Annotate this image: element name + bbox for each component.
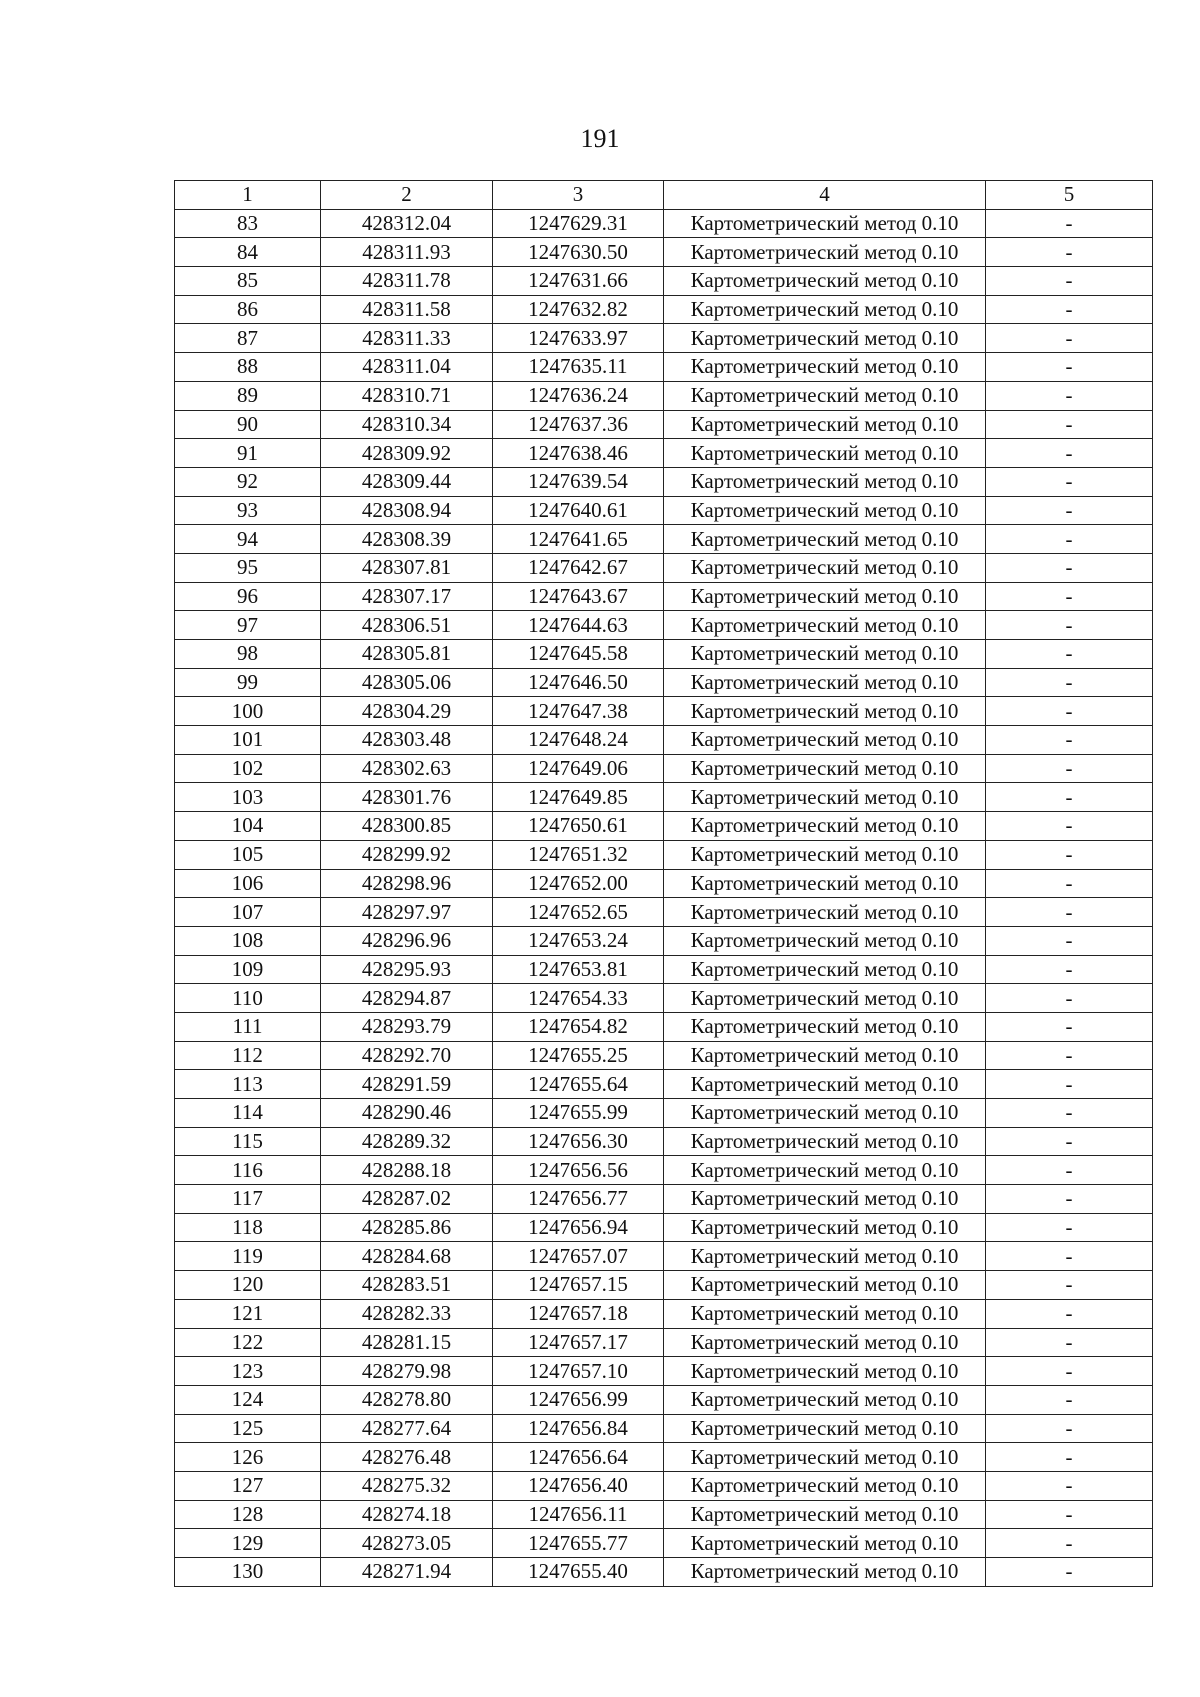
y-coordinate-cell: 1247657.18 bbox=[493, 1299, 664, 1328]
method-cell: Картометрический метод 0.10 bbox=[664, 1041, 986, 1070]
x-coordinate-cell: 428309.92 bbox=[321, 439, 493, 468]
method-cell: Картометрический метод 0.10 bbox=[664, 553, 986, 582]
x-coordinate-cell: 428307.17 bbox=[321, 582, 493, 611]
description-cell: - bbox=[986, 1500, 1153, 1529]
point-number-cell: 103 bbox=[175, 783, 321, 812]
method-cell: Картометрический метод 0.10 bbox=[664, 1213, 986, 1242]
description-cell: - bbox=[986, 1012, 1153, 1041]
method-cell: Картометрический метод 0.10 bbox=[664, 238, 986, 267]
method-cell: Картометрический метод 0.10 bbox=[664, 1414, 986, 1443]
description-cell: - bbox=[986, 783, 1153, 812]
point-number-cell: 108 bbox=[175, 926, 321, 955]
description-cell: - bbox=[986, 611, 1153, 640]
table-row bbox=[175, 611, 1153, 640]
x-coordinate-cell: 428290.46 bbox=[321, 1099, 493, 1128]
x-coordinate-cell: 428311.04 bbox=[321, 353, 493, 382]
x-coordinate-cell: 428301.76 bbox=[321, 783, 493, 812]
point-number-cell: 125 bbox=[175, 1414, 321, 1443]
table-row bbox=[175, 1185, 1153, 1214]
y-coordinate-cell: 1247642.67 bbox=[493, 553, 664, 582]
point-number-cell: 123 bbox=[175, 1357, 321, 1386]
point-number-cell: 100 bbox=[175, 697, 321, 726]
method-cell: Картометрический метод 0.10 bbox=[664, 1500, 986, 1529]
table-row bbox=[175, 1099, 1153, 1128]
method-cell: Картометрический метод 0.10 bbox=[664, 324, 986, 353]
method-cell: Картометрический метод 0.10 bbox=[664, 1185, 986, 1214]
description-cell: - bbox=[986, 1041, 1153, 1070]
method-cell: Картометрический метод 0.10 bbox=[664, 640, 986, 669]
description-cell: - bbox=[986, 1529, 1153, 1558]
point-number-cell: 93 bbox=[175, 496, 321, 525]
table-row bbox=[175, 840, 1153, 869]
table-row bbox=[175, 1041, 1153, 1070]
point-number-cell: 98 bbox=[175, 640, 321, 669]
method-cell: Картометрический метод 0.10 bbox=[664, 410, 986, 439]
column-header: 4 bbox=[664, 181, 986, 210]
y-coordinate-cell: 1247656.11 bbox=[493, 1500, 664, 1529]
method-cell: Картометрический метод 0.10 bbox=[664, 1471, 986, 1500]
description-cell: - bbox=[986, 267, 1153, 296]
y-coordinate-cell: 1247656.56 bbox=[493, 1156, 664, 1185]
description-cell: - bbox=[986, 726, 1153, 755]
method-cell: Картометрический метод 0.10 bbox=[664, 1443, 986, 1472]
method-cell: Картометрический метод 0.10 bbox=[664, 439, 986, 468]
point-number-cell: 85 bbox=[175, 267, 321, 296]
method-cell: Картометрический метод 0.10 bbox=[664, 812, 986, 841]
y-coordinate-cell: 1247652.65 bbox=[493, 898, 664, 927]
description-cell: - bbox=[986, 1558, 1153, 1587]
y-coordinate-cell: 1247648.24 bbox=[493, 726, 664, 755]
x-coordinate-cell: 428275.32 bbox=[321, 1471, 493, 1500]
table-row bbox=[175, 1558, 1153, 1587]
point-number-cell: 88 bbox=[175, 353, 321, 382]
point-number-cell: 121 bbox=[175, 1299, 321, 1328]
description-cell: - bbox=[986, 1099, 1153, 1128]
method-cell: Картометрический метод 0.10 bbox=[664, 840, 986, 869]
table-row bbox=[175, 926, 1153, 955]
method-cell: Картометрический метод 0.10 bbox=[664, 1242, 986, 1271]
x-coordinate-cell: 428291.59 bbox=[321, 1070, 493, 1099]
x-coordinate-cell: 428311.33 bbox=[321, 324, 493, 353]
method-cell: Картометрический метод 0.10 bbox=[664, 1099, 986, 1128]
method-cell: Картометрический метод 0.10 bbox=[664, 209, 986, 238]
y-coordinate-cell: 1247651.32 bbox=[493, 840, 664, 869]
method-cell: Картометрический метод 0.10 bbox=[664, 869, 986, 898]
description-cell: - bbox=[986, 640, 1153, 669]
description-cell: - bbox=[986, 238, 1153, 267]
description-cell: - bbox=[986, 1242, 1153, 1271]
y-coordinate-cell: 1247641.65 bbox=[493, 525, 664, 554]
y-coordinate-cell: 1247656.77 bbox=[493, 1185, 664, 1214]
point-number-cell: 89 bbox=[175, 381, 321, 410]
table-row bbox=[175, 1070, 1153, 1099]
point-number-cell: 105 bbox=[175, 840, 321, 869]
y-coordinate-cell: 1247655.77 bbox=[493, 1529, 664, 1558]
point-number-cell: 115 bbox=[175, 1127, 321, 1156]
table-row bbox=[175, 267, 1153, 296]
y-coordinate-cell: 1247640.61 bbox=[493, 496, 664, 525]
x-coordinate-cell: 428310.71 bbox=[321, 381, 493, 410]
point-number-cell: 113 bbox=[175, 1070, 321, 1099]
y-coordinate-cell: 1247652.00 bbox=[493, 869, 664, 898]
y-coordinate-cell: 1247632.82 bbox=[493, 295, 664, 324]
x-coordinate-cell: 428281.15 bbox=[321, 1328, 493, 1357]
y-coordinate-cell: 1247655.99 bbox=[493, 1099, 664, 1128]
y-coordinate-cell: 1247631.66 bbox=[493, 267, 664, 296]
table-row bbox=[175, 783, 1153, 812]
method-cell: Картометрический метод 0.10 bbox=[664, 1299, 986, 1328]
x-coordinate-cell: 428311.93 bbox=[321, 238, 493, 267]
description-cell: - bbox=[986, 553, 1153, 582]
description-cell: - bbox=[986, 1156, 1153, 1185]
table-row bbox=[175, 984, 1153, 1013]
x-coordinate-cell: 428271.94 bbox=[321, 1558, 493, 1587]
x-coordinate-cell: 428305.06 bbox=[321, 668, 493, 697]
x-coordinate-cell: 428308.39 bbox=[321, 525, 493, 554]
x-coordinate-cell: 428312.04 bbox=[321, 209, 493, 238]
description-cell: - bbox=[986, 1299, 1153, 1328]
description-cell: - bbox=[986, 525, 1153, 554]
description-cell: - bbox=[986, 209, 1153, 238]
y-coordinate-cell: 1247657.15 bbox=[493, 1271, 664, 1300]
point-number-cell: 99 bbox=[175, 668, 321, 697]
x-coordinate-cell: 428311.78 bbox=[321, 267, 493, 296]
point-number-cell: 101 bbox=[175, 726, 321, 755]
y-coordinate-cell: 1247656.40 bbox=[493, 1471, 664, 1500]
x-coordinate-cell: 428279.98 bbox=[321, 1357, 493, 1386]
method-cell: Картометрический метод 0.10 bbox=[664, 926, 986, 955]
table-row bbox=[175, 353, 1153, 382]
point-number-cell: 126 bbox=[175, 1443, 321, 1472]
point-number-cell: 119 bbox=[175, 1242, 321, 1271]
point-number-cell: 90 bbox=[175, 410, 321, 439]
point-number-cell: 91 bbox=[175, 439, 321, 468]
table-row bbox=[175, 668, 1153, 697]
y-coordinate-cell: 1247638.46 bbox=[493, 439, 664, 468]
y-coordinate-cell: 1247655.25 bbox=[493, 1041, 664, 1070]
method-cell: Картометрический метод 0.10 bbox=[664, 697, 986, 726]
table-row bbox=[175, 1271, 1153, 1300]
y-coordinate-cell: 1247637.36 bbox=[493, 410, 664, 439]
method-cell: Картометрический метод 0.10 bbox=[664, 726, 986, 755]
point-number-cell: 130 bbox=[175, 1558, 321, 1587]
table-row bbox=[175, 640, 1153, 669]
point-number-cell: 122 bbox=[175, 1328, 321, 1357]
x-coordinate-cell: 428302.63 bbox=[321, 754, 493, 783]
description-cell: - bbox=[986, 840, 1153, 869]
y-coordinate-cell: 1247650.61 bbox=[493, 812, 664, 841]
table-row bbox=[175, 209, 1153, 238]
y-coordinate-cell: 1247636.24 bbox=[493, 381, 664, 410]
table-row bbox=[175, 1529, 1153, 1558]
y-coordinate-cell: 1247654.33 bbox=[493, 984, 664, 1013]
description-cell: - bbox=[986, 410, 1153, 439]
x-coordinate-cell: 428294.87 bbox=[321, 984, 493, 1013]
description-cell: - bbox=[986, 467, 1153, 496]
y-coordinate-cell: 1247654.82 bbox=[493, 1012, 664, 1041]
x-coordinate-cell: 428300.85 bbox=[321, 812, 493, 841]
table-row bbox=[175, 869, 1153, 898]
x-coordinate-cell: 428276.48 bbox=[321, 1443, 493, 1472]
table-row bbox=[175, 898, 1153, 927]
method-cell: Картометрический метод 0.10 bbox=[664, 1070, 986, 1099]
y-coordinate-cell: 1247655.40 bbox=[493, 1558, 664, 1587]
description-cell: - bbox=[986, 1328, 1153, 1357]
y-coordinate-cell: 1247656.30 bbox=[493, 1127, 664, 1156]
table-row bbox=[175, 410, 1153, 439]
table-row bbox=[175, 1213, 1153, 1242]
x-coordinate-cell: 428282.33 bbox=[321, 1299, 493, 1328]
description-cell: - bbox=[986, 1271, 1153, 1300]
method-cell: Картометрический метод 0.10 bbox=[664, 1529, 986, 1558]
point-number-cell: 107 bbox=[175, 898, 321, 927]
y-coordinate-cell: 1247655.64 bbox=[493, 1070, 664, 1099]
point-number-cell: 95 bbox=[175, 553, 321, 582]
point-number-cell: 110 bbox=[175, 984, 321, 1013]
y-coordinate-cell: 1247643.67 bbox=[493, 582, 664, 611]
table-row bbox=[175, 525, 1153, 554]
column-header: 5 bbox=[986, 181, 1153, 210]
y-coordinate-cell: 1247656.84 bbox=[493, 1414, 664, 1443]
method-cell: Картометрический метод 0.10 bbox=[664, 467, 986, 496]
table-row bbox=[175, 1443, 1153, 1472]
point-number-cell: 87 bbox=[175, 324, 321, 353]
y-coordinate-cell: 1247656.64 bbox=[493, 1443, 664, 1472]
x-coordinate-cell: 428289.32 bbox=[321, 1127, 493, 1156]
table-row bbox=[175, 1328, 1153, 1357]
table-row bbox=[175, 582, 1153, 611]
point-number-cell: 92 bbox=[175, 467, 321, 496]
point-number-cell: 83 bbox=[175, 209, 321, 238]
table-row bbox=[175, 1299, 1153, 1328]
point-number-cell: 112 bbox=[175, 1041, 321, 1070]
method-cell: Картометрический метод 0.10 bbox=[664, 1156, 986, 1185]
method-cell: Картометрический метод 0.10 bbox=[664, 898, 986, 927]
x-coordinate-cell: 428298.96 bbox=[321, 869, 493, 898]
table-row bbox=[175, 1357, 1153, 1386]
table-row bbox=[175, 1385, 1153, 1414]
x-coordinate-cell: 428296.96 bbox=[321, 926, 493, 955]
description-cell: - bbox=[986, 1471, 1153, 1500]
point-number-cell: 111 bbox=[175, 1012, 321, 1041]
x-coordinate-cell: 428292.70 bbox=[321, 1041, 493, 1070]
method-cell: Картометрический метод 0.10 bbox=[664, 267, 986, 296]
point-number-cell: 128 bbox=[175, 1500, 321, 1529]
x-coordinate-cell: 428304.29 bbox=[321, 697, 493, 726]
y-coordinate-cell: 1247653.81 bbox=[493, 955, 664, 984]
y-coordinate-cell: 1247656.94 bbox=[493, 1213, 664, 1242]
method-cell: Картометрический метод 0.10 bbox=[664, 1357, 986, 1386]
y-coordinate-cell: 1247653.24 bbox=[493, 926, 664, 955]
point-number-cell: 118 bbox=[175, 1213, 321, 1242]
description-cell: - bbox=[986, 1213, 1153, 1242]
x-coordinate-cell: 428284.68 bbox=[321, 1242, 493, 1271]
description-cell: - bbox=[986, 1127, 1153, 1156]
method-cell: Картометрический метод 0.10 bbox=[664, 668, 986, 697]
x-coordinate-cell: 428305.81 bbox=[321, 640, 493, 669]
description-cell: - bbox=[986, 697, 1153, 726]
point-number-cell: 86 bbox=[175, 295, 321, 324]
x-coordinate-cell: 428277.64 bbox=[321, 1414, 493, 1443]
method-cell: Картометрический метод 0.10 bbox=[664, 525, 986, 554]
x-coordinate-cell: 428293.79 bbox=[321, 1012, 493, 1041]
table-row bbox=[175, 467, 1153, 496]
y-coordinate-cell: 1247657.17 bbox=[493, 1328, 664, 1357]
x-coordinate-cell: 428283.51 bbox=[321, 1271, 493, 1300]
x-coordinate-cell: 428310.34 bbox=[321, 410, 493, 439]
x-coordinate-cell: 428287.02 bbox=[321, 1185, 493, 1214]
column-header: 2 bbox=[321, 181, 493, 210]
y-coordinate-cell: 1247630.50 bbox=[493, 238, 664, 267]
y-coordinate-cell: 1247649.06 bbox=[493, 754, 664, 783]
column-header: 1 bbox=[175, 181, 321, 210]
description-cell: - bbox=[986, 1070, 1153, 1099]
description-cell: - bbox=[986, 926, 1153, 955]
description-cell: - bbox=[986, 1185, 1153, 1214]
point-number-cell: 116 bbox=[175, 1156, 321, 1185]
point-number-cell: 114 bbox=[175, 1099, 321, 1128]
description-cell: - bbox=[986, 1443, 1153, 1472]
y-coordinate-cell: 1247656.99 bbox=[493, 1385, 664, 1414]
description-cell: - bbox=[986, 1385, 1153, 1414]
x-coordinate-cell: 428306.51 bbox=[321, 611, 493, 640]
table-row bbox=[175, 381, 1153, 410]
description-cell: - bbox=[986, 295, 1153, 324]
table-row bbox=[175, 754, 1153, 783]
description-cell: - bbox=[986, 353, 1153, 382]
point-number-cell: 127 bbox=[175, 1471, 321, 1500]
method-cell: Картометрический метод 0.10 bbox=[664, 754, 986, 783]
y-coordinate-cell: 1247629.31 bbox=[493, 209, 664, 238]
x-coordinate-cell: 428311.58 bbox=[321, 295, 493, 324]
method-cell: Картометрический метод 0.10 bbox=[664, 984, 986, 1013]
method-cell: Картометрический метод 0.10 bbox=[664, 295, 986, 324]
description-cell: - bbox=[986, 324, 1153, 353]
table-header-row bbox=[175, 181, 1153, 210]
x-coordinate-cell: 428278.80 bbox=[321, 1385, 493, 1414]
x-coordinate-cell: 428274.18 bbox=[321, 1500, 493, 1529]
description-cell: - bbox=[986, 812, 1153, 841]
point-number-cell: 97 bbox=[175, 611, 321, 640]
point-number-cell: 129 bbox=[175, 1529, 321, 1558]
table-row bbox=[175, 1500, 1153, 1529]
point-number-cell: 106 bbox=[175, 869, 321, 898]
description-cell: - bbox=[986, 754, 1153, 783]
table-row bbox=[175, 726, 1153, 755]
x-coordinate-cell: 428308.94 bbox=[321, 496, 493, 525]
method-cell: Картометрический метод 0.10 bbox=[664, 611, 986, 640]
description-cell: - bbox=[986, 1357, 1153, 1386]
method-cell: Картометрический метод 0.10 bbox=[664, 1127, 986, 1156]
y-coordinate-cell: 1247645.58 bbox=[493, 640, 664, 669]
x-coordinate-cell: 428309.44 bbox=[321, 467, 493, 496]
description-cell: - bbox=[986, 898, 1153, 927]
y-coordinate-cell: 1247646.50 bbox=[493, 668, 664, 697]
x-coordinate-cell: 428303.48 bbox=[321, 726, 493, 755]
point-number-cell: 124 bbox=[175, 1385, 321, 1414]
table-row bbox=[175, 955, 1153, 984]
coordinates-table bbox=[174, 180, 1153, 1587]
method-cell: Картометрический метод 0.10 bbox=[664, 1558, 986, 1587]
method-cell: Картометрический метод 0.10 bbox=[664, 1012, 986, 1041]
description-cell: - bbox=[986, 439, 1153, 468]
table-row bbox=[175, 1242, 1153, 1271]
x-coordinate-cell: 428285.86 bbox=[321, 1213, 493, 1242]
y-coordinate-cell: 1247633.97 bbox=[493, 324, 664, 353]
table-row bbox=[175, 1471, 1153, 1500]
description-cell: - bbox=[986, 1414, 1153, 1443]
point-number-cell: 102 bbox=[175, 754, 321, 783]
table-row bbox=[175, 1156, 1153, 1185]
description-cell: - bbox=[986, 955, 1153, 984]
table-body bbox=[175, 181, 1153, 1587]
x-coordinate-cell: 428295.93 bbox=[321, 955, 493, 984]
x-coordinate-cell: 428297.97 bbox=[321, 898, 493, 927]
x-coordinate-cell: 428307.81 bbox=[321, 553, 493, 582]
description-cell: - bbox=[986, 869, 1153, 898]
point-number-cell: 109 bbox=[175, 955, 321, 984]
point-number-cell: 84 bbox=[175, 238, 321, 267]
description-cell: - bbox=[986, 496, 1153, 525]
table-row bbox=[175, 812, 1153, 841]
point-number-cell: 120 bbox=[175, 1271, 321, 1300]
point-number-cell: 104 bbox=[175, 812, 321, 841]
point-number-cell: 96 bbox=[175, 582, 321, 611]
point-number-cell: 117 bbox=[175, 1185, 321, 1214]
method-cell: Картометрический метод 0.10 bbox=[664, 381, 986, 410]
table-row bbox=[175, 1012, 1153, 1041]
y-coordinate-cell: 1247635.11 bbox=[493, 353, 664, 382]
table-row bbox=[175, 496, 1153, 525]
y-coordinate-cell: 1247647.38 bbox=[493, 697, 664, 726]
description-cell: - bbox=[986, 984, 1153, 1013]
method-cell: Картометрический метод 0.10 bbox=[664, 783, 986, 812]
y-coordinate-cell: 1247657.10 bbox=[493, 1357, 664, 1386]
y-coordinate-cell: 1247657.07 bbox=[493, 1242, 664, 1271]
method-cell: Картометрический метод 0.10 bbox=[664, 1385, 986, 1414]
page-number: 191 bbox=[580, 124, 620, 153]
y-coordinate-cell: 1247639.54 bbox=[493, 467, 664, 496]
method-cell: Картометрический метод 0.10 bbox=[664, 496, 986, 525]
table-row bbox=[175, 553, 1153, 582]
method-cell: Картометрический метод 0.10 bbox=[664, 353, 986, 382]
table-row bbox=[175, 295, 1153, 324]
column-header: 3 bbox=[493, 181, 664, 210]
point-number-cell: 94 bbox=[175, 525, 321, 554]
table-row bbox=[175, 238, 1153, 267]
x-coordinate-cell: 428288.18 bbox=[321, 1156, 493, 1185]
x-coordinate-cell: 428273.05 bbox=[321, 1529, 493, 1558]
table-row bbox=[175, 439, 1153, 468]
x-coordinate-cell: 428299.92 bbox=[321, 840, 493, 869]
table-row bbox=[175, 324, 1153, 353]
description-cell: - bbox=[986, 381, 1153, 410]
table-row bbox=[175, 1414, 1153, 1443]
table-row bbox=[175, 697, 1153, 726]
y-coordinate-cell: 1247644.63 bbox=[493, 611, 664, 640]
y-coordinate-cell: 1247649.85 bbox=[493, 783, 664, 812]
method-cell: Картометрический метод 0.10 bbox=[664, 955, 986, 984]
table-row bbox=[175, 1127, 1153, 1156]
method-cell: Картометрический метод 0.10 bbox=[664, 1271, 986, 1300]
description-cell: - bbox=[986, 582, 1153, 611]
description-cell: - bbox=[986, 668, 1153, 697]
method-cell: Картометрический метод 0.10 bbox=[664, 1328, 986, 1357]
method-cell: Картометрический метод 0.10 bbox=[664, 582, 986, 611]
